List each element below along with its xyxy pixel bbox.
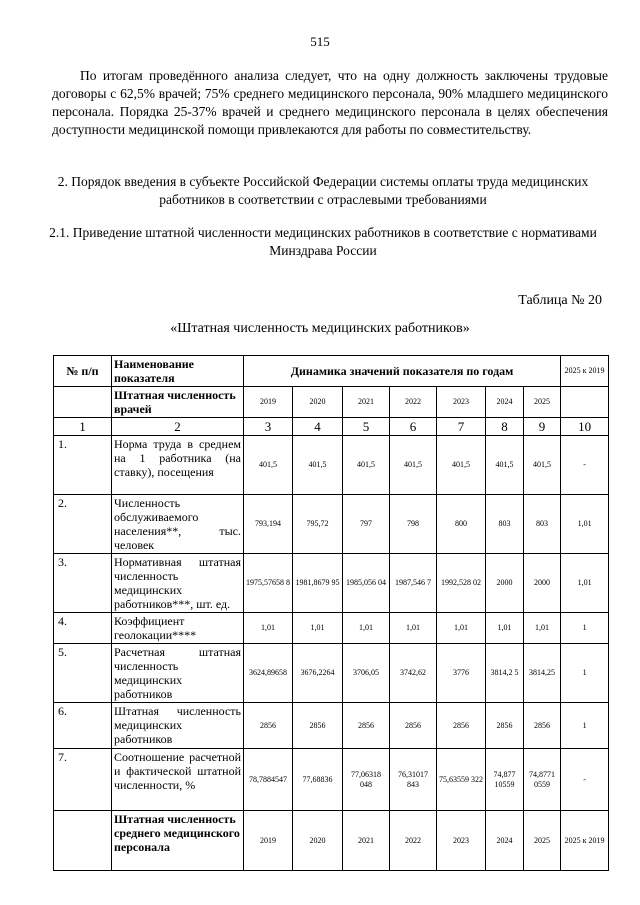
row-value: 800 bbox=[437, 495, 486, 554]
row-name: Расчетная штатная численность медицинских работников bbox=[112, 644, 244, 703]
row-num: 2. bbox=[54, 495, 112, 554]
row-name: Соотношение расчетной и фактической штатной численности, % bbox=[112, 749, 244, 811]
section2-year: 2025 bbox=[524, 811, 561, 871]
column-number: 5 bbox=[343, 418, 390, 436]
row-value: 401,5 bbox=[486, 436, 524, 495]
column-number: 9 bbox=[524, 418, 561, 436]
row-ratio: 1,01 bbox=[561, 554, 609, 613]
row-value: 401,5 bbox=[343, 436, 390, 495]
row-value: 795,72 bbox=[293, 495, 343, 554]
row-value: 2856 bbox=[343, 703, 390, 749]
intro-paragraph-text: По итогам проведённого анализа следует, что на одну должность заключены трудовые договоры с 62,5% врачей; 75% среднего медицинского персонала, 90% младшего медицинского персонала. Порядка 25-37% врачей и среднего медицинского персонала в целях обеспечения доступности медицинской помощи привлекаются для работы по совместительству. bbox=[52, 68, 608, 137]
row-value: 401,5 bbox=[293, 436, 343, 495]
section1-year: 2021 bbox=[343, 387, 390, 418]
row-value: 3624,89658 bbox=[244, 644, 293, 703]
row-value: 2000 bbox=[486, 554, 524, 613]
row-value: 1985,056 04 bbox=[343, 554, 390, 613]
row-value: 798 bbox=[390, 495, 437, 554]
column-number: 3 bbox=[244, 418, 293, 436]
row-name: Нормативная штатная численность медицинских работников***, шт. ед. bbox=[112, 554, 244, 613]
section1-year: 2020 bbox=[293, 387, 343, 418]
section2-year: 2021 bbox=[343, 811, 390, 871]
row-value: 803 bbox=[524, 495, 561, 554]
section2-year: 2022 bbox=[390, 811, 437, 871]
section2-row bbox=[54, 811, 609, 871]
row-value: 78,7884547 bbox=[244, 749, 293, 811]
row-value: 77,68836 bbox=[293, 749, 343, 811]
section2-year: 2020 bbox=[293, 811, 343, 871]
row-value: 2856 bbox=[524, 703, 561, 749]
table-header-row bbox=[54, 356, 609, 387]
column-number: 1 bbox=[54, 418, 112, 436]
row-value: 1,01 bbox=[293, 613, 343, 644]
section-heading-2: 2. Порядок введения в субъекте Российской Федерации системы оплаты труда медицинских работников в соответствии с отраслевыми требованиями bbox=[57, 174, 589, 207]
row-name: Норма труда в среднем на 1 работника (на ставку), посещения bbox=[112, 436, 244, 495]
row-value: 3814,2 5 bbox=[486, 644, 524, 703]
section1-row bbox=[54, 387, 609, 418]
row-num: 7. bbox=[54, 749, 112, 811]
row-value: 1992,528 02 bbox=[437, 554, 486, 613]
row-value: 1,01 bbox=[486, 613, 524, 644]
row-value: 1,01 bbox=[343, 613, 390, 644]
row-ratio: 1 bbox=[561, 644, 609, 703]
row-value: 74,8771 0559 bbox=[524, 749, 561, 811]
row-value: 1,01 bbox=[524, 613, 561, 644]
row-ratio: - bbox=[561, 436, 609, 495]
row-ratio: 1 bbox=[561, 703, 609, 749]
section2-title: Штатная численность среднего медицинского персонала bbox=[112, 811, 244, 871]
row-num: 1. bbox=[54, 436, 112, 495]
table-title: «Штатная численность медицинских работников» bbox=[170, 321, 470, 336]
intro-paragraph bbox=[52, 67, 608, 139]
row-value: 1,01 bbox=[437, 613, 486, 644]
table-row bbox=[54, 703, 609, 749]
header-dynamics: Динамика значений показателя по годам bbox=[244, 356, 561, 387]
section2-year: 2023 bbox=[437, 811, 486, 871]
row-ratio: 1,01 bbox=[561, 495, 609, 554]
row-value: 797 bbox=[343, 495, 390, 554]
page-number: 515 bbox=[310, 34, 330, 49]
table-row bbox=[54, 436, 609, 495]
row-value: 74,877 10559 bbox=[486, 749, 524, 811]
table-row bbox=[54, 749, 609, 811]
row-value: 3706,05 bbox=[343, 644, 390, 703]
row-value: 76,31017 843 bbox=[390, 749, 437, 811]
row-value: 1987,546 7 bbox=[390, 554, 437, 613]
column-number: 2 bbox=[112, 418, 244, 436]
table-row bbox=[54, 644, 609, 703]
section1-year: 2025 bbox=[524, 387, 561, 418]
row-value: 3676,2264 bbox=[293, 644, 343, 703]
column-number: 10 bbox=[561, 418, 609, 436]
row-name: Численность обслуживаемого населения**, тыс. человек bbox=[112, 495, 244, 554]
row-value: 1,01 bbox=[390, 613, 437, 644]
section1-year: 2019 bbox=[244, 387, 293, 418]
row-value: 1,01 bbox=[244, 613, 293, 644]
section1-year: 2024 bbox=[486, 387, 524, 418]
row-name: Штатная численность медицинских работников bbox=[112, 703, 244, 749]
column-number: 7 bbox=[437, 418, 486, 436]
row-value: 793,194 bbox=[244, 495, 293, 554]
row-value: 803 bbox=[486, 495, 524, 554]
header-name: Наименование показателя bbox=[112, 356, 244, 387]
section2-year: 2024 bbox=[486, 811, 524, 871]
row-value: 77,06318 048 bbox=[343, 749, 390, 811]
row-value: 2856 bbox=[244, 703, 293, 749]
row-value: 2856 bbox=[293, 703, 343, 749]
row-value: 3814,25 bbox=[524, 644, 561, 703]
row-value: 1981,8679 95 bbox=[293, 554, 343, 613]
row-value: 401,5 bbox=[437, 436, 486, 495]
section2-ratio: 2025 к 2019 bbox=[561, 811, 609, 871]
table-caption: Таблица № 20 bbox=[518, 293, 602, 308]
row-num: 5. bbox=[54, 644, 112, 703]
section1-num bbox=[54, 387, 112, 418]
column-number: 6 bbox=[390, 418, 437, 436]
row-value: 401,5 bbox=[390, 436, 437, 495]
table-row bbox=[54, 495, 609, 554]
row-ratio: - bbox=[561, 749, 609, 811]
row-num: 3. bbox=[54, 554, 112, 613]
table-row bbox=[54, 613, 609, 644]
section1-year: 2022 bbox=[390, 387, 437, 418]
section1-ratio bbox=[561, 387, 609, 418]
section1-title: Штатная численность врачей bbox=[112, 387, 244, 418]
row-value: 3776 bbox=[437, 644, 486, 703]
row-ratio: 1 bbox=[561, 613, 609, 644]
table-row bbox=[54, 554, 609, 613]
row-value: 2856 bbox=[437, 703, 486, 749]
row-value: 3742,62 bbox=[390, 644, 437, 703]
row-value: 401,5 bbox=[524, 436, 561, 495]
section1-year: 2023 bbox=[437, 387, 486, 418]
section2-year: 2019 bbox=[244, 811, 293, 871]
header-num: № п/п bbox=[54, 356, 112, 387]
row-value: 2856 bbox=[390, 703, 437, 749]
row-value: 75,63559 322 bbox=[437, 749, 486, 811]
column-number: 4 bbox=[293, 418, 343, 436]
column-number: 8 bbox=[486, 418, 524, 436]
row-num: 4. bbox=[54, 613, 112, 644]
row-value: 401,5 bbox=[244, 436, 293, 495]
column-numbers-row bbox=[54, 418, 609, 436]
row-value: 2000 bbox=[524, 554, 561, 613]
row-num: 6. bbox=[54, 703, 112, 749]
row-value: 1975,57658 8 bbox=[244, 554, 293, 613]
section2-num bbox=[54, 811, 112, 871]
row-value: 2856 bbox=[486, 703, 524, 749]
staff-table bbox=[53, 355, 609, 871]
header-ratio: 2025 к 2019 bbox=[561, 356, 609, 387]
row-name: Коэффициент геолокации**** bbox=[112, 613, 244, 644]
section-heading-2-1: 2.1. Приведение штатной численности медицинских работников в соответствие с нормативами Минздрава России bbox=[49, 225, 597, 258]
